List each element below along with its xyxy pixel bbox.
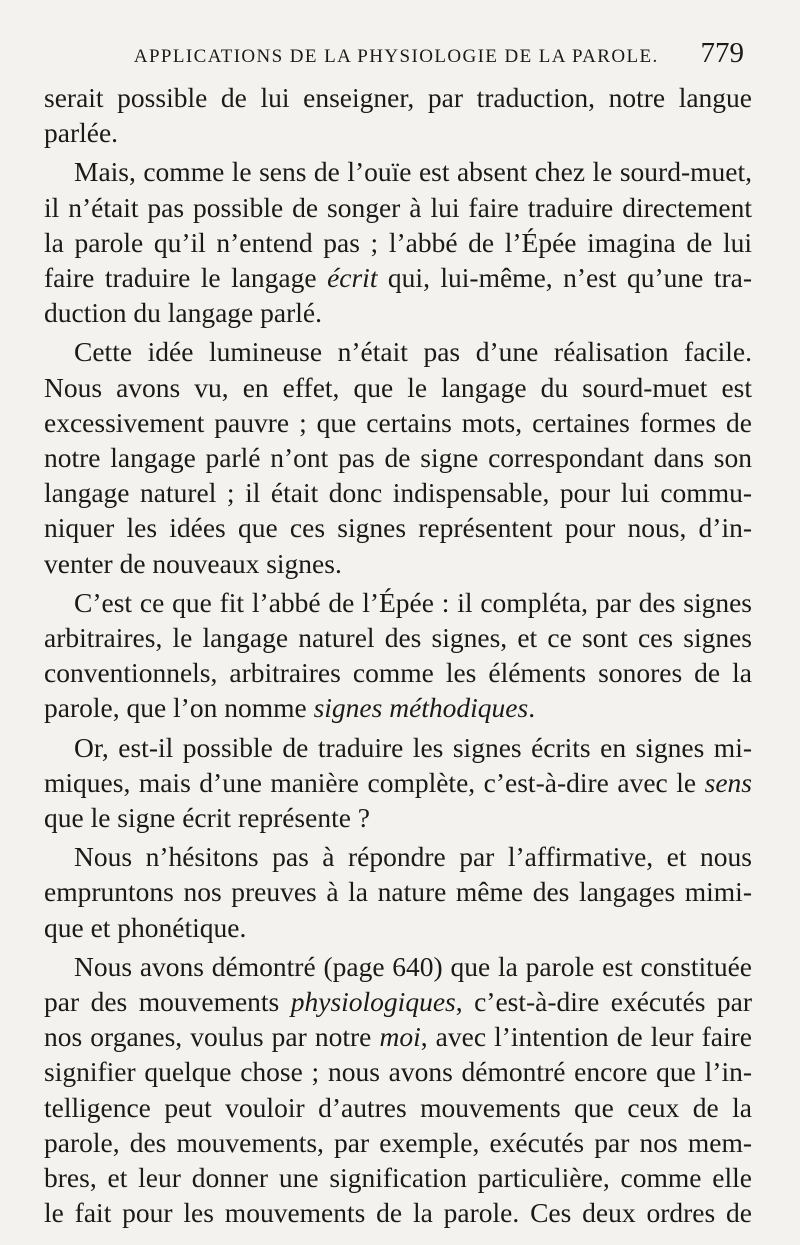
paragraph <box>44 80 752 150</box>
text-run: bres, et leur donner une signification particulière, comme elle <box>44 1162 752 1194</box>
text-run: C’est ce que fit l’abbé de l’Épée : il compléta, par des signes <box>74 586 752 618</box>
text-line <box>44 115 752 150</box>
text-run: conventionnels, arbitraires comme les éléments sonores de la <box>44 657 752 689</box>
text-run: , c’est-à-dire exécutés par <box>455 986 752 1018</box>
text-run: empruntons nos preuves à la nature même des langages mimi- <box>44 876 752 908</box>
text-run: faire traduire le langage <box>44 262 328 294</box>
text-run: excessivement pauvre ; que certains mots, certaines formes de <box>44 406 752 438</box>
text-line <box>44 1054 752 1089</box>
text-line <box>44 1125 752 1160</box>
text-run: parole, que l’on nomme <box>44 692 314 724</box>
text-run: langage naturel ; il était donc indispensable, pour lui commu- <box>44 477 752 509</box>
text-line <box>44 475 752 510</box>
running-head: APPLICATIONS DE LA PHYSIOLOGIE DE LA PAROLE. <box>133 46 659 67</box>
text-line <box>44 295 752 330</box>
text-line <box>44 154 752 189</box>
text-run: Mais, comme le sens de l’ouïe est absent chez le sourd-muet, <box>74 156 752 188</box>
paragraph <box>44 730 752 836</box>
text-run: qui, lui-même, n’est qu’une tra- <box>377 262 752 294</box>
text-run: Nous n’hésitons pas à répondre par l’affirmative, et nous <box>74 841 752 873</box>
text-run: que le signe écrit représente ? <box>44 802 371 834</box>
text-run: il n’était pas possible de songer à lui faire traduire directement <box>44 191 752 223</box>
text-run: nos organes, voulus par notre <box>44 1021 380 1053</box>
paragraph <box>44 585 752 726</box>
italic-run: écrit <box>327 262 378 294</box>
text-run: miques, mais d’une manière complète, c’est-à-dire avec le <box>44 766 705 798</box>
text-line <box>44 874 752 909</box>
text-line <box>44 1160 752 1195</box>
text-line <box>44 546 752 581</box>
text-run: parole, des mouvements, par exemple, exécutés par nos mem- <box>44 1126 752 1158</box>
text-run: parlée. <box>44 117 119 149</box>
text-run: par des mouvements <box>44 986 291 1018</box>
text-run: niquer les idées que ces signes représentent pour nous, d’in- <box>44 512 752 544</box>
text-run: Nous avons démontré (page 640) que la parole est constituée <box>74 950 752 982</box>
text-line <box>44 260 752 295</box>
text-run: notre langage parlé n’ont pas de signe correspondant dans son <box>44 442 752 474</box>
text-line <box>44 910 752 945</box>
text-run: Or, est-il possible de traduire les signes écrits en signes mi- <box>74 731 752 763</box>
text-line <box>44 655 752 690</box>
text-line <box>44 839 752 874</box>
text-run: duction du langage parlé. <box>44 297 322 329</box>
paragraph <box>44 839 752 945</box>
text-run: Cette idée lumineuse n’était pas d’une réalisation facile. <box>74 336 752 368</box>
text-run: que et phonétique. <box>44 911 247 943</box>
text-run: signifier quelque chose ; nous avons démontré encore que l’in- <box>44 1056 752 1088</box>
page-number: 779 <box>700 37 744 69</box>
text-run: venter de nouveaux signes. <box>44 547 342 579</box>
text-line <box>44 190 752 225</box>
text-line <box>44 405 752 440</box>
page-header <box>44 28 744 68</box>
italic-run: moi <box>379 1021 421 1053</box>
text-line <box>44 984 752 1019</box>
text-line <box>44 440 752 475</box>
text-run: telligence peut vouloir d’autres mouvements que ceux de la <box>44 1091 752 1123</box>
text-line <box>44 585 752 620</box>
text-line <box>44 225 752 260</box>
text-run: arbitraires, le langage naturel des signes, et ce sont ces signes <box>44 622 752 654</box>
italic-run: sens <box>704 766 752 798</box>
italic-run: signes méthodiques <box>313 692 529 724</box>
text-line <box>44 765 752 800</box>
text-line <box>44 370 752 405</box>
text-line <box>44 80 752 115</box>
paragraph <box>44 334 752 580</box>
text-line <box>44 1195 752 1230</box>
text-run: . <box>528 692 536 724</box>
text-run: la parole qu’il n’entend pas ; l’abbé de l’Épée imagina de lui <box>44 226 752 258</box>
body-text <box>44 80 752 1235</box>
text-line <box>44 334 752 369</box>
italic-run: physiologiques <box>290 986 456 1018</box>
text-line <box>44 620 752 655</box>
paragraph <box>44 154 752 330</box>
text-run: serait possible de lui enseigner, par traduction, notre langue <box>44 82 752 113</box>
paragraph <box>44 949 752 1231</box>
text-line <box>44 1090 752 1125</box>
text-line <box>44 690 752 725</box>
text-line <box>44 510 752 545</box>
text-line <box>44 949 752 984</box>
text-line <box>44 1019 752 1054</box>
text-line <box>44 800 752 835</box>
text-run: Nous avons vu, en effet, que le langage du sourd-muet est <box>44 371 752 403</box>
text-line <box>44 730 752 765</box>
text-run: , avec l’intention de leur faire <box>420 1021 753 1053</box>
text-run: le fait pour les mouvements de la parole. Ces deux ordres de <box>44 1197 752 1229</box>
